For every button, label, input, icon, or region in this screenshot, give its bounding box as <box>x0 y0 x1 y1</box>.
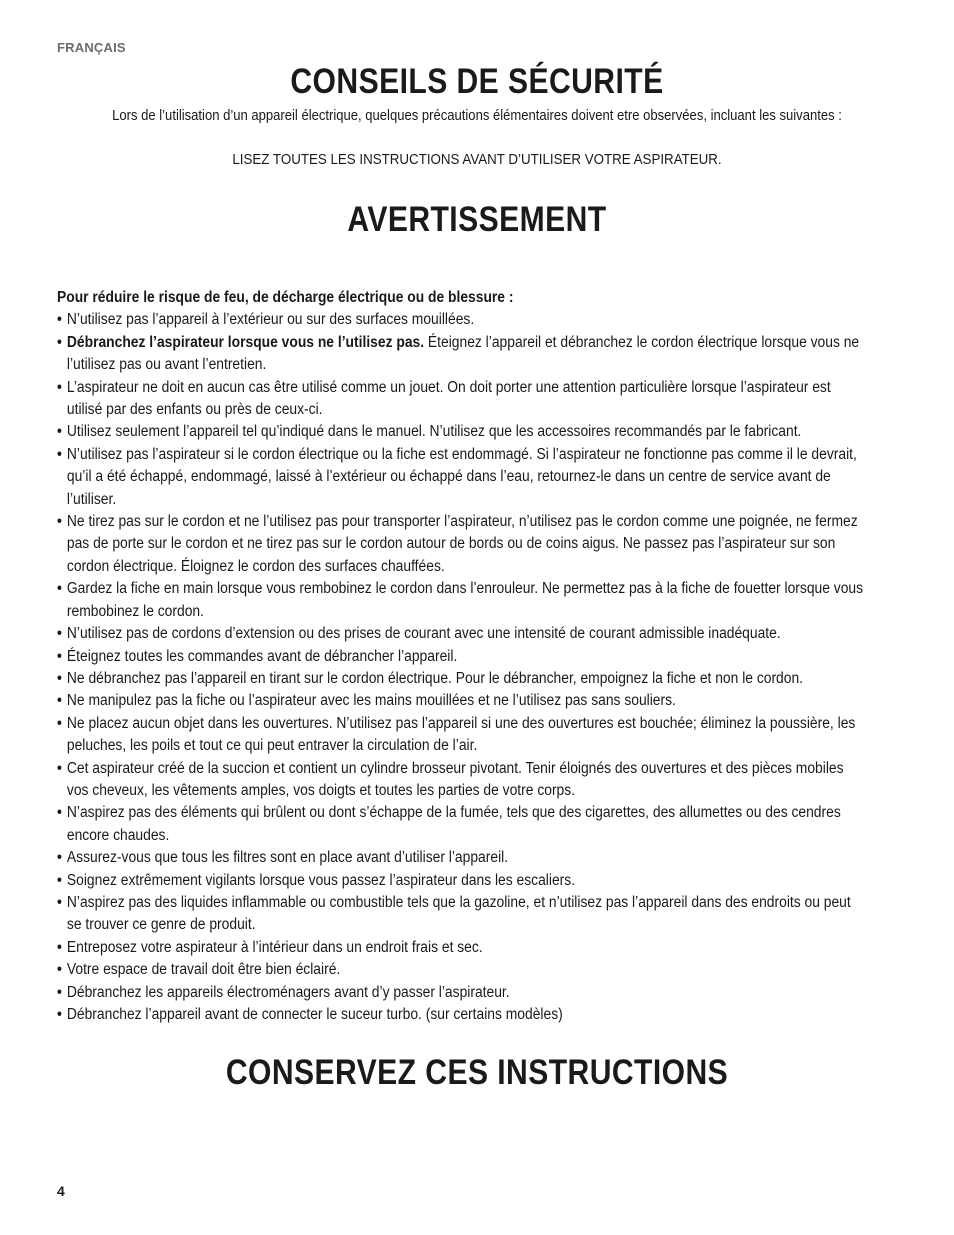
list-item: • Ne manipulez pas la fiche ou l’aspirateur avec les mains mouillées et ne l’utilisez pas sans souliers. <box>57 690 867 712</box>
list-item: • Assurez-vous que tous les filtres sont en place avant d’utiliser l’appareil. <box>57 847 867 869</box>
list-item: • N’utilisez pas l’appareil à l’extérieur ou sur des surfaces mouillées. <box>57 309 867 331</box>
warning-lead: Pour réduire le risque de feu, de décharge électrique ou de blessure : <box>57 289 514 306</box>
list-item: • Cet aspirateur créé de la succion et contient un cylindre brosseur pivotant. Tenir éloignés des ouvertures et des pièces mobiles vos cheveux, les vêtements amples, vos doigts et toutes les parties de votre corps. <box>57 758 867 803</box>
keep-instructions-title: CONSERVEZ CES INSTRUCTIONS <box>225 1053 729 1092</box>
list-item: • Ne débranchez pas l’appareil en tirant sur le cordon électrique. Pour le débrancher, empoignez la fiche et non le cordon. <box>57 668 867 690</box>
list-item: • Entreposez votre aspirateur à l’intérieur dans un endroit frais et sec. <box>57 937 867 959</box>
list-item: • N’utilisez pas l’aspirateur si le cordon électrique ou la fiche est endommagé. Si l’aspirateur ne fonctionne pas comme il le devrait, qu’il a été échappé, endommagé, laissé à l’extérieur ou échappé dans l’eau, retournez-le dans un centre de service avant de l’utiliser. <box>57 444 867 511</box>
list-item: • Débranchez les appareils électroménagers avant d’y passer l’aspirateur. <box>57 982 867 1004</box>
list-item: • Ne placez aucun objet dans les ouvertures. N’utilisez pas l’appareil si une des ouvertures est bouchée; éliminez la poussière, les peluches, les poils et tout ce qui peut entraver la circulation de l’air. <box>57 713 867 758</box>
warning-section <box>57 287 867 1026</box>
list-item: • Éteignez toutes les commandes avant de débrancher l’appareil. <box>57 646 867 668</box>
list-item: • N’utilisez pas de cordons d’extension ou des prises de courant avec une intensité de courant admissible inadéquate. <box>57 623 867 645</box>
list-item: • Utilisez seulement l’appareil tel qu’indiqué dans le manuel. N’utilisez que les accessoires recommandés par le fabricant. <box>57 421 867 443</box>
safety-intro: Lors de l’utilisation d’un appareil électrique, quelques précautions élémentaires doivent etre observées, incluant les suivantes : <box>112 108 842 124</box>
list-item-text: Éteignez l’appareil et débranchez le cordon électrique lorsque vous ne l’utilisez pas ou avant l’entretien. <box>66 333 860 374</box>
list-item: • Soignez extrêmement vigilants lorsque vous passez l’aspirateur dans les escaliers. <box>57 870 867 892</box>
list-item: • N’aspirez pas des éléments qui brûlent ou dont s’échappe de la fumée, tels que des cigarettes, des allumettes ou des cendres encore chaudes. <box>57 802 867 847</box>
list-item <box>57 332 867 377</box>
list-item: • L’aspirateur ne doit en aucun cas être utilisé comme un jouet. On doit porter une attention particulière lorsque l’aspirateur est utilisé par des enfants ou près de ceux-ci. <box>57 377 867 422</box>
read-all-notice: LISEZ TOUTES LES INSTRUCTIONS AVANT D’UTILISER VOTRE ASPIRATEUR. <box>232 152 722 168</box>
list-item: • Votre espace de travail doit être bien éclairé. <box>57 959 867 981</box>
list-item: • N’aspirez pas des liquides inflammable ou combustible tels que la gazoline, et n’utilisez pas l’appareil dans des endroits ou peut se trouver ce genre de produit. <box>57 892 867 937</box>
safety-title: CONSEILS DE SÉCURITÉ <box>290 62 664 101</box>
warning-list <box>57 309 867 1026</box>
warning-title: AVERTISSEMENT <box>347 200 607 239</box>
list-item: • Ne tirez pas sur le cordon et ne l’utilisez pas pour transporter l’aspirateur, n’utilisez pas le cordon comme une poignée, ne fermez pas de porte sur le cordon et ne tirez pas sur le cordon autour de bords ou de coins aigus. Ne passez pas l’aspirateur sur son cordon électrique. Éloignez le cordon des surfaces chauffées. <box>57 511 867 578</box>
bold-prefix: Débranchez l’aspirateur lorsque vous ne l’utilisez pas. <box>66 333 425 351</box>
page-number: 4 <box>57 1183 65 1199</box>
list-item: • Débranchez l’appareil avant de connecter le suceur turbo. (sur certains modèles) <box>57 1004 867 1026</box>
language-label: FRANÇAIS <box>57 40 126 55</box>
list-item: • Gardez la fiche en main lorsque vous rembobinez le cordon dans l’enrouleur. Ne permettez pas à la fiche de fouetter lorsque vous rembobinez le cordon. <box>57 578 867 623</box>
